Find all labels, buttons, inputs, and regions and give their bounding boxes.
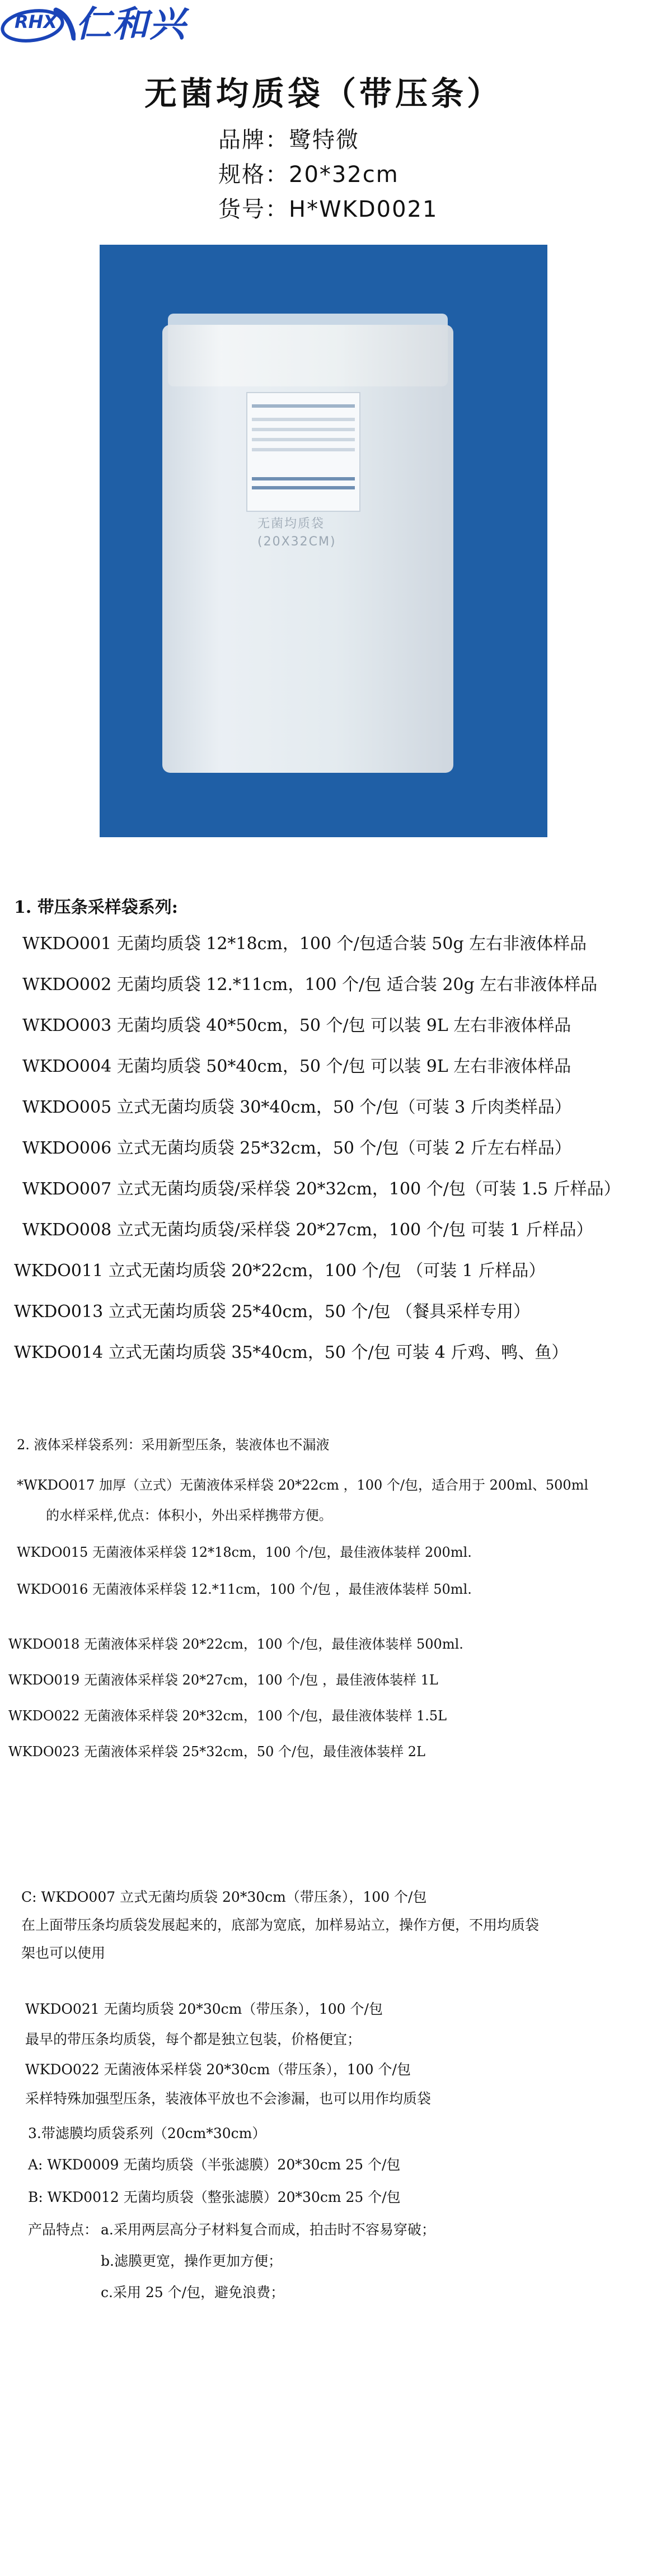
list-item: WKDO014 立式无菌均质袋 35*40cm，50 个/包 可装 4 斤鸡、鸭、鱼） [14,1343,569,1362]
c-line: C: WKDO007 立式无菌均质袋 20*30cm（带压条），100 个/包 [21,1889,427,1905]
filter-a-line: A: WKD0009 无菌均质袋（半张滤膜）20*30cm 25 个/包 [28,2157,401,2173]
wkd022-desc: 采样特殊加强型压条，装液体平放也不会渗漏，也可以用作均质袋 [25,2090,432,2107]
list-item: WKDO011 立式无菌均质袋 20*22cm，100 个/包 （可装 1 斤样品） [14,1261,546,1281]
section2-heading: 2. 液体采样袋系列：采用新型压条，装液体也不漏液 [17,1437,330,1453]
bag-print [257,515,369,551]
list-item: WKDO007 立式无菌均质袋/采样袋 20*32cm，100 个/包（可装 1.5 斤样品） [22,1179,621,1199]
logo-text: 仁和兴 [76,4,186,45]
logo-mark-text: RHX [15,11,58,32]
wkd021-line: WKDO021 无菌均质袋 20*30cm（带压条），100 个/包 [25,2001,383,2017]
page-title: 无菌均质袋（带压条） [144,74,503,113]
spec-line: 规格：20*32cm [218,162,399,188]
wkd021-desc: 最早的带压条均质袋，每个都是独立包装，价格便宜； [25,2031,362,2047]
brand-logo [0,0,224,50]
item-number-line: 货号：H*WKD0021 [218,197,438,222]
list-item: WKDO002 无菌均质袋 12.*11cm，100 个/包 适合装 20g 左右非液体样品 [22,975,598,995]
section2-intro-line1: *WKDO017 加厚（立式）无菌液体采样袋 20*22cm ，100 个/包，适合用于 200ml、500ml [17,1477,589,1493]
list-item: WKDO001 无菌均质袋 12*18cm，100 个/包适合装 50g 左右非液体样品 [22,934,587,954]
wkd022-line: WKDO022 无菌液体采样袋 20*30cm（带压条），100 个/包 [25,2061,411,2078]
list-item: WKDO005 立式无菌均质袋 30*40cm，50 个/包（可装 3 斤肉类样品） [22,1098,571,1117]
list-item: WKDO023 无菌液体采样袋 25*32cm，50 个/包，最佳液体装样 2L [8,1744,425,1760]
section1-heading: 1. 带压条采样袋系列: [14,898,178,917]
c-desc-line1: 在上面带压条均质袋发展起来的，底部为宽底，加样易站立，操作方便，不用均质袋 [21,1917,540,1933]
list-item: WKDO022 无菌液体采样袋 20*32cm，100 个/包，最佳液体装样 1.5L [8,1708,447,1724]
features-label: 产品特点： [28,2222,99,2238]
list-item: WKDO004 无菌均质袋 50*40cm，50 个/包 可以装 9L 左右非液体样品 [22,1057,571,1076]
feature-b: b.滤膜更宽，操作更加方便； [101,2253,282,2269]
brand-line: 品牌：鹭特微 [218,127,359,153]
list-item: WKDO006 立式无菌均质袋 25*32cm，50 个/包（可装 2 斤左右样品） [22,1138,571,1158]
list-item: WKDO008 立式无菌均质袋/采样袋 20*27cm，100 个/包 可装 1 斤样品） [22,1220,593,1240]
list-item: WKDO003 无菌均质袋 40*50cm，50 个/包 可以装 9L 左右非液体样品 [22,1016,571,1035]
list-item: WKDO013 立式无菌均质袋 25*40cm，50 个/包 （餐具采样专用） [14,1302,531,1322]
bag-print-line1: 无菌均质袋 [257,517,325,531]
feature-a: a.采用两层高分子材料复合而成，拍击时不容易穿破； [101,2222,435,2238]
list-item: WKDO018 无菌液体采样袋 20*22cm，100 个/包，最佳液体装样 500ml. [8,1636,463,1652]
list-item: WKDO015 无菌液体采样袋 12*18cm，100 个/包，最佳液体装样 200ml. [17,1544,472,1560]
filter-heading: 3.带滤膜均质袋系列（20cm*30cm） [28,2125,266,2141]
feature-c: c.采用 25 个/包，避免浪费； [101,2284,285,2300]
bag-print-line2: (20X32CM) [257,535,336,549]
c-desc-line2: 架也可以使用 [21,1945,106,1961]
filter-b-line: B: WKD0012 无菌均质袋（整张滤膜）20*30cm 25 个/包 [28,2189,401,2205]
list-item: WKDO016 无菌液体采样袋 12.*11cm，100 个/包 ，最佳液体装样 50ml. [17,1581,472,1597]
section2-intro-line2: 的水样采样,优点：体积小，外出采样携带方便。 [46,1508,332,1523]
bag-label [246,392,360,512]
list-item: WKDO019 无菌液体采样袋 20*27cm，100 个/包 ，最佳液体装样 1L [8,1672,438,1688]
